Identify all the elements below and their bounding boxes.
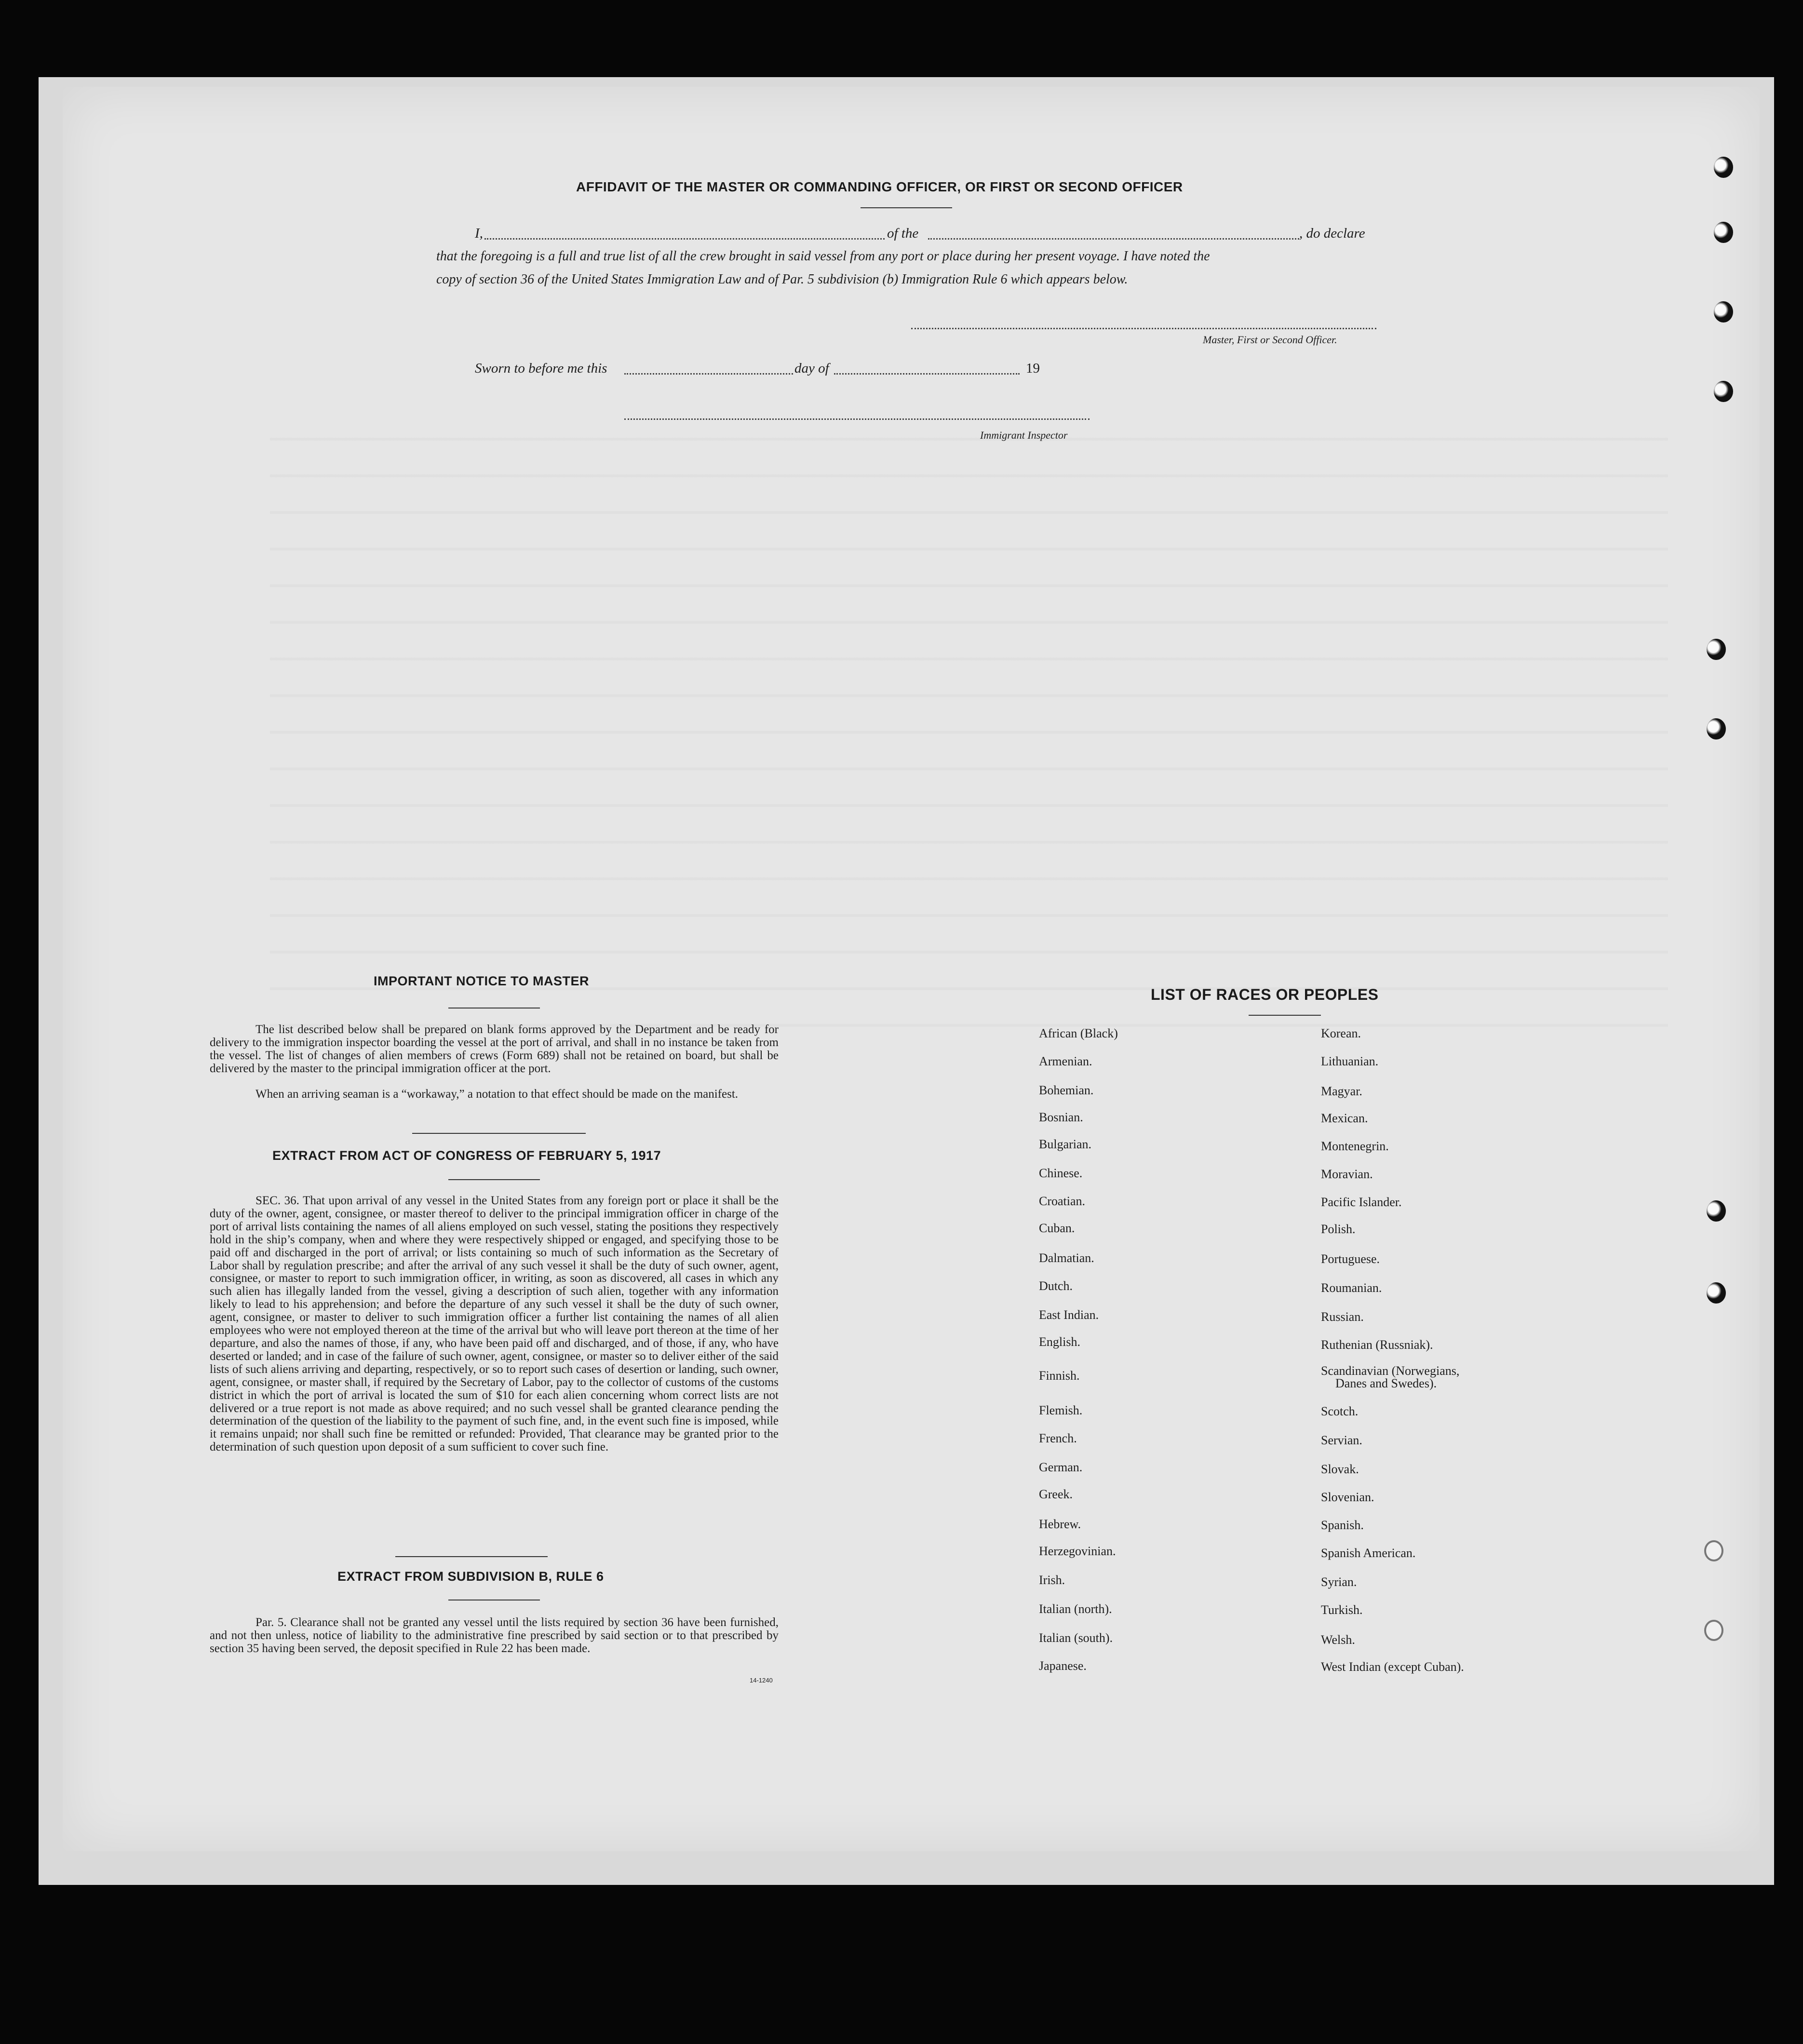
race-item: Finnish. [1039,1369,1080,1383]
notice-paragraph-1: The list described below shall be prepared on blank forms approved by the Department and be ready for delivery to the immigration inspector boarding the vessel at the port of arrival, and shall in no instance be taken from the vessel. The list of changes of alien members of crews (Form 689) shall not be retained on board, but shall be delivered by the master to the principal immigration officer at the port. [210,1023,779,1075]
race-item: West Indian (except Cuban). [1321,1660,1464,1674]
affidavit-i-label: I, [475,226,483,241]
race-item: Italian (south). [1039,1631,1113,1645]
affidavit-of-the-label: of the [887,226,919,241]
race-item: Mexican. [1321,1111,1368,1125]
race-item: German. [1039,1460,1083,1474]
race-item: Servian. [1321,1433,1362,1447]
race-item: Chinese. [1039,1166,1083,1180]
binder-hole-icon [1704,1540,1723,1561]
race-item: Slovenian. [1321,1490,1374,1504]
race-item: Danes and Swedes). [1335,1376,1437,1390]
race-item: Irish. [1039,1573,1065,1587]
sworn-month-blank[interactable] [834,373,1020,375]
extract-act-paragraph: SEC. 36. That upon arrival of any vessel in the United States from any foreign port or place it shall be the duty of the owner, agent, consignee, or master thereof to deliver to the principal immigration officer in charge of the port of arrival lists containing the names of all aliens employed on such vessel, stating the positions they respectively hold in the ship’s company, when and where they were respectively shipped or engaged, and specifying those to be paid off and discharged in the port of arrival; or lists containing so much of such information as the Secretary of Labor shall by regulation prescribe; and after the arrival of any such vessel it shall be the duty of such owner, agent, consignee, or master to report to such immigration officer, in writing, as soon as discovered, all cases in which any such alien has illegally landed from the vessel, giving a description of such alien, together with any information likely to lead to his apprehension; and before the departure of any such vessel it shall be the duty of such owner, agent, consignee, or master to deliver to such immigration officer a further list containing the names of all alien employees who were not employed thereon at the time of the arrival but who will leave port thereon at the time of her departure, and also the names of those, if any, who have been paid off and discharged, and of those, if any, who have deserted or landed; and in case of the failure of such owner, agent, consignee, or master so to deliver either of the said lists of such aliens arriving and departing, respectively, or so to report such cases of desertion or landing, such owner, agent, consignee, or master shall, if required by the Secretary of Labor, pay to the collector of customs of the customs district in which the port of arrival is located the sum of $10 for each alien concerning whom correct lists are not delivered or a true report is not made as above required; and no such vessel shall be granted clearance pending the determination of the question of the liability to the payment of such fine, and, in the event such fine is imposed, while it remains unpaid; nor shall such fine be remitted or refunded: Provided, That clearance may be granted prior to the determination of such question upon deposit of a sum sufficient to cover such fine. [210,1194,779,1454]
extract-act-end-rule [395,1556,548,1557]
form-number: 14-1240 [750,1677,773,1684]
race-item: Bohemian. [1039,1083,1094,1097]
race-item: Flemish. [1039,1403,1083,1417]
races-left-column [1039,1027,1290,1682]
affidavit-name-blank[interactable] [484,238,885,240]
affidavit-title: AFFIDAVIT OF THE MASTER OR COMMANDING OFFICER, OR FIRST OR SECOND OFFICER [576,179,1183,194]
race-item: French. [1039,1431,1077,1445]
binder-hole-icon [1707,1200,1726,1222]
sworn-label: Sworn to before me this [475,361,607,376]
binder-hole-icon [1714,381,1733,402]
master-signature-caption: Master, First or Second Officer. [1203,334,1337,346]
race-item: Moravian. [1321,1167,1373,1181]
race-item: Magyar. [1321,1084,1362,1098]
binder-hole-icon [1707,718,1726,740]
race-item: Syrian. [1321,1575,1357,1589]
show-through-texture [270,434,1668,1061]
affidavit-line-2: that the foregoing is a full and true list of all the crew brought in said vessel from any port or place during her present voyage. I have noted the [436,249,1210,264]
race-item: Turkish. [1321,1603,1363,1617]
notice-section-rule [412,1133,586,1134]
notice-title: IMPORTANT NOTICE TO MASTER [374,974,589,988]
race-item: Spanish. [1321,1518,1364,1532]
binder-hole-icon [1707,1282,1726,1304]
sworn-day-blank[interactable] [624,373,793,375]
race-item: Roumanian. [1321,1281,1382,1295]
race-item: Spanish American. [1321,1546,1416,1560]
race-item: Bulgarian. [1039,1137,1092,1151]
race-item: Pacific Islander. [1321,1195,1402,1209]
race-item: Armenian. [1039,1054,1092,1068]
race-item: Herzegovinian. [1039,1544,1116,1558]
race-item: Bosnian. [1039,1110,1083,1124]
race-item: Korean. [1321,1026,1361,1040]
race-item: Croatian. [1039,1194,1086,1208]
binder-hole-icon [1714,222,1733,243]
binder-hole-icon [1714,157,1733,178]
race-item: East Indian. [1039,1308,1099,1322]
race-item: Japanese. [1039,1659,1087,1673]
extract-rule-title: EXTRACT FROM SUBDIVISION B, RULE 6 [337,1569,604,1584]
race-item: Slovak. [1321,1462,1359,1476]
race-item: Cuban. [1039,1221,1075,1235]
race-item: Scotch. [1321,1404,1359,1418]
races-title-rule [1249,1015,1321,1016]
race-item: Ruthenian (Russniak). [1321,1338,1433,1352]
binder-hole-icon [1714,301,1733,323]
year-label: 19 [1026,361,1040,376]
race-item: Polish. [1321,1222,1356,1236]
race-item: Italian (north). [1039,1602,1112,1616]
race-item: Scandinavian (Norwegians, [1321,1364,1460,1378]
race-item: Greek. [1039,1487,1073,1501]
races-right-column [1321,1027,1543,1682]
race-item: Russian. [1321,1310,1364,1324]
binder-hole-icon [1704,1620,1723,1641]
races-title: LIST OF RACES OR PEOPLES [1151,986,1379,1003]
master-signature-line[interactable] [911,328,1376,329]
race-item: Hebrew. [1039,1517,1081,1531]
race-item: Dalmatian. [1039,1251,1094,1265]
race-item: Lithuanian. [1321,1054,1379,1068]
race-item: Montenegrin. [1321,1139,1389,1153]
race-item: Portuguese. [1321,1252,1380,1266]
race-item: African (Black) [1039,1026,1118,1040]
affidavit-declare-label: , do declare [1299,226,1365,241]
extract-act-title-rule [448,1179,540,1180]
affidavit-line-3: copy of section 36 of the United States Immigration Law and of Par. 5 subdivision (b) Immigration Rule 6 which appears below. [436,272,1128,287]
race-item: Dutch. [1039,1279,1073,1293]
binder-hole-icon [1707,639,1726,660]
extract-rule-paragraph: Par. 5. Clearance shall not be granted any vessel until the lists required by section 36 have been furnished, and not then unless, notice of liability to the administrative fine prescribed by said section or to that prescribed by section 35 having been served, the deposit specified in Rule 22 has been made. [210,1616,779,1655]
inspector-signature-line[interactable] [624,418,1090,420]
notice-title-rule [448,1008,540,1009]
race-item: Welsh. [1321,1633,1355,1647]
affidavit-vessel-blank[interactable] [928,238,1299,240]
day-of-label: day of [794,361,829,376]
extract-act-title: EXTRACT FROM ACT OF CONGRESS OF FEBRUARY 5, 1917 [272,1148,661,1163]
notice-paragraph-2: When an arriving seaman is a “workaway,” a notation to that effect should be made on the manifest. [256,1088,739,1101]
inspector-caption: Immigrant Inspector [980,429,1068,441]
race-item: English. [1039,1335,1080,1349]
affidavit-title-rule [861,207,952,208]
